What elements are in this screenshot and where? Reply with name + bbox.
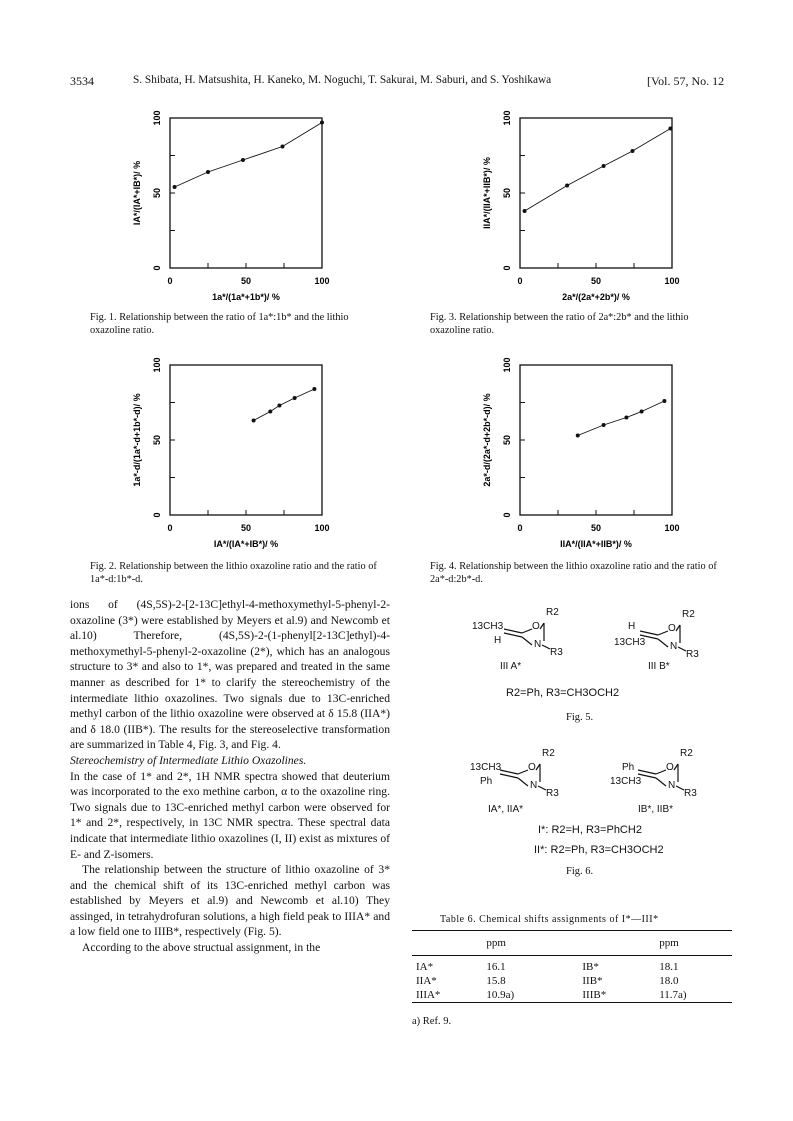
table-header-cell: ppm <box>482 931 578 956</box>
fig5-n-b: N <box>670 641 678 652</box>
figure-2-caption <box>90 561 380 586</box>
data-point <box>662 399 666 403</box>
figure-1-caption <box>90 312 380 337</box>
x-tick-label: 0 <box>517 276 523 286</box>
paragraph-4: According to the above structual assignment, in the <box>82 941 321 955</box>
figure-5-caption: Fig. 5. <box>566 712 594 723</box>
table-cell: 11.7a) <box>655 988 732 1003</box>
y-tick-label: 50 <box>152 187 162 199</box>
x-tick-label: 100 <box>664 523 680 533</box>
fig5-r2-a: R2 <box>546 607 559 618</box>
fig5-o-b: O <box>668 623 676 634</box>
table-row <box>412 956 732 975</box>
fig5-n-a: N <box>534 639 542 650</box>
data-point <box>668 127 672 131</box>
figure-3-caption-text: Relationship between the ratio of 2a*:2b* and the lithio oxazoline ratio. <box>430 312 689 336</box>
data-point <box>206 170 210 174</box>
y-axis-label: IIA*/(IIA*+IIB*)/ % <box>482 157 492 229</box>
data-point <box>576 434 580 438</box>
table-cell: 18.0 <box>659 975 679 987</box>
fig6-label-a: IA*, IIA* <box>488 804 524 815</box>
fig5-h-a: H <box>494 635 502 646</box>
table-cell: 10.9a) <box>482 988 578 1003</box>
figure-6-caption: Fig. 6. <box>566 866 594 877</box>
data-point <box>640 410 644 414</box>
fig6-r2-b: R2 <box>680 748 693 759</box>
fig6-o-a: O <box>528 762 536 773</box>
paragraph-2: In the case of 1* and 2*, 1H NMR spectra showed that deuterium was incorporated to the exo methine carbon, α to the oxazoline ring. Two signals due to 13C-enriched methyl carbon were observed for 1* and 2*, respectively, in 13C NMR spectra. These spectral data indicate that intermediate lithio oxazolines (I, II) exist as mixtures of E- and Z-isomers. <box>70 769 390 861</box>
figure-1-caption-lead: Fig. 1. <box>90 312 117 323</box>
data-point <box>602 164 606 168</box>
table-header-cell <box>412 931 482 956</box>
y-tick-label: 100 <box>152 357 162 373</box>
y-tick-label: 50 <box>502 434 512 446</box>
table-cell: IIIB* <box>578 988 655 1003</box>
x-axis-label: 2a*/(2a*+2b*)/ % <box>562 292 630 302</box>
y-tick-label: 0 <box>152 265 162 271</box>
page-number: 3534 <box>70 74 94 88</box>
fig5-r2-b: R2 <box>682 609 695 620</box>
figure-1-caption-text: Relationship between the ratio of 1a*:1b* and the lithio oxazoline ratio. <box>90 312 349 336</box>
fig5-label-a: III A* <box>500 661 522 672</box>
fig6-r3-a: R3 <box>546 788 559 799</box>
table-cell: IIIA* <box>412 988 482 1003</box>
fig5-r3-a: R3 <box>550 647 563 658</box>
y-tick-label: 100 <box>502 110 512 126</box>
data-point <box>523 209 527 213</box>
fig5-o-a: O <box>532 621 540 632</box>
data-point <box>320 121 324 125</box>
table-row <box>412 974 732 988</box>
data-point <box>268 410 272 414</box>
x-tick-label: 100 <box>664 276 680 286</box>
fig6-o-b: O <box>666 762 674 773</box>
figure-2-caption-text: Relationship between the lithio oxazoline ratio and the ratio of 1a*-d:1b*-d. <box>90 561 377 585</box>
paragraph-1: ions of (4S,5S)-2-[2-13C]ethyl-4-methoxymethyl-5-phenyl-2-oxazoline (3*) were established by Meyers et al.9) and Newcomb et al.10) Therefore, (4S,5S)-2-(1-phenyl[2-13C]ethyl)-4-methoxymethyl-5-phenyl-2-oxazoline (2*), which has an analogous structure to 3* and also to 1*, was prepared and treated in the same manner as described for 1* to clarify the stereochemistry of the intermediate lithio oxazolines. Two signals due to 13C-enriched methyl carbon of the lithio oxazoline were observed at δ 15.8 (IIA*) and δ 18.0 (IIB*). The results for the stereoselective transformation are summarized in Table 4, Fig. 3, and Fig. 4. <box>70 598 390 752</box>
series-line <box>254 389 315 421</box>
volume-info: [Vol. 57, No. 12 <box>647 74 725 88</box>
y-tick-label: 50 <box>152 434 162 446</box>
figure-4-caption-text: Relationship between the lithio oxazoline ratio and the ratio of 2a*-d:2b*-d. <box>430 561 717 585</box>
table-cell: IIB* <box>582 975 603 987</box>
series-line <box>578 401 665 436</box>
fig5-ch3-b: 13CH3 <box>614 637 646 648</box>
data-point <box>252 419 256 423</box>
data-point <box>241 158 245 162</box>
plot-frame <box>520 365 672 515</box>
plot-frame <box>520 118 672 268</box>
y-axis-label: 2a*-d/(2a*-d+2b*-d)/ % <box>482 393 492 487</box>
fig6-n-b: N <box>668 780 676 791</box>
fig5-substituents: R2=Ph, R3=CH3OCH2 <box>506 687 620 699</box>
figure-6-scheme <box>470 748 730 863</box>
figure-3-chart <box>460 108 700 308</box>
plot-frame <box>170 365 322 515</box>
x-tick-label: 100 <box>314 276 330 286</box>
fig6-ph-b: Ph <box>622 762 635 773</box>
table-header-cell <box>578 931 655 956</box>
fig6-substituents-1: I*: R2=H, R3=PhCH2 <box>538 824 642 836</box>
fig6-n-a: N <box>530 780 538 791</box>
table-cell: 18.1 <box>659 961 679 973</box>
data-point <box>602 423 606 427</box>
x-axis-label: IIA*/(IIA*+IIB*)/ % <box>560 539 632 549</box>
table-cell: IB* <box>582 961 599 973</box>
series-line <box>525 129 671 212</box>
table-header-cell: ppm <box>655 931 732 956</box>
fig6-ph-a: Ph <box>480 776 493 787</box>
x-tick-label: 0 <box>517 523 523 533</box>
fig6-ch3-b: 13CH3 <box>610 776 642 787</box>
figure-5-scheme <box>470 605 730 715</box>
y-tick-label: 100 <box>152 110 162 126</box>
data-point <box>624 416 628 420</box>
fig5-label-b: III B* <box>648 661 670 672</box>
figure-2-caption-lead: Fig. 2. <box>90 561 117 572</box>
figure-4-caption-lead: Fig. 4. <box>430 561 457 572</box>
fig5-h-b: H <box>628 621 636 632</box>
x-tick-label: 100 <box>314 523 330 533</box>
x-tick-label: 50 <box>590 523 602 533</box>
y-tick-label: 0 <box>152 512 162 518</box>
figure-2-chart <box>110 355 350 555</box>
data-point <box>312 387 316 391</box>
body-text <box>70 597 390 956</box>
table-cell: IA* <box>416 961 434 973</box>
table-cell: 15.8 <box>486 975 506 987</box>
table-cell: 16.1 <box>486 961 506 973</box>
data-point <box>565 184 569 188</box>
fig6-ch3-a: 13CH3 <box>470 762 502 773</box>
x-tick-label: 50 <box>590 276 602 286</box>
table-cell: IIA* <box>416 975 437 987</box>
figure-4-chart <box>460 355 700 555</box>
paragraph-3: The relationship between the structure of lithio oxazoline of 3* and the chemical shift of its 13C-enriched methyl carbon was established by Meyers et al.9) and Newcomb et al.10) They assinged, in tetrahydrofuran solutions, a high field peak to IIIA* and a low field one to IIIB*, respectively (Fig. 5). <box>70 863 390 939</box>
table-6-title: Table 6. Chemical shifts assignments of I*—III* <box>440 914 659 925</box>
data-point <box>277 404 281 408</box>
x-tick-label: 0 <box>167 523 173 533</box>
table-6-footnote: a) Ref. 9. <box>412 1016 452 1027</box>
running-authors: S. Shibata, H. Matsushita, H. Kaneko, M. Noguchi, T. Sakurai, M. Saburi, and S. Yoshikawa <box>133 74 552 86</box>
y-tick-label: 50 <box>502 187 512 199</box>
fig6-r3-b: R3 <box>684 788 697 799</box>
x-axis-label: IA*/(IA*+IB*)/ % <box>213 539 279 549</box>
y-axis-label: IA*/(IA*+IB*)/ % <box>132 160 142 226</box>
figure-3-caption <box>430 312 730 337</box>
y-tick-label: 0 <box>502 265 512 271</box>
fig6-substituents-2: II*: R2=Ph, R3=CH3OCH2 <box>534 844 664 856</box>
data-point <box>173 185 177 189</box>
fig5-ch3-a: 13CH3 <box>472 621 504 632</box>
x-tick-label: 0 <box>167 276 173 286</box>
fig6-label-b: IB*, IIB* <box>638 804 674 815</box>
figure-4-caption <box>430 561 730 586</box>
fig6-r2-a: R2 <box>542 748 555 759</box>
x-axis-label: 1a*/(1a*+1b*)/ % <box>212 292 280 302</box>
data-point <box>293 396 297 400</box>
section-subheading: Stereochemistry of Intermediate Lithio Oxazolines. <box>70 753 307 767</box>
data-point <box>280 145 284 149</box>
fig5-r3-b: R3 <box>686 649 699 660</box>
x-tick-label: 50 <box>240 276 252 286</box>
plot-frame <box>170 118 322 268</box>
series-line <box>175 123 322 188</box>
y-axis-label: 1a*-d/(1a*-d+1b*-d)/ % <box>132 393 142 487</box>
table-header-row <box>412 931 732 956</box>
y-tick-label: 0 <box>502 512 512 518</box>
table-6 <box>412 930 732 1003</box>
table-row <box>412 988 732 1003</box>
figure-1-chart <box>110 108 350 308</box>
figure-3-caption-lead: Fig. 3. <box>430 312 457 323</box>
x-tick-label: 50 <box>240 523 252 533</box>
data-point <box>630 149 634 153</box>
y-tick-label: 100 <box>502 357 512 373</box>
